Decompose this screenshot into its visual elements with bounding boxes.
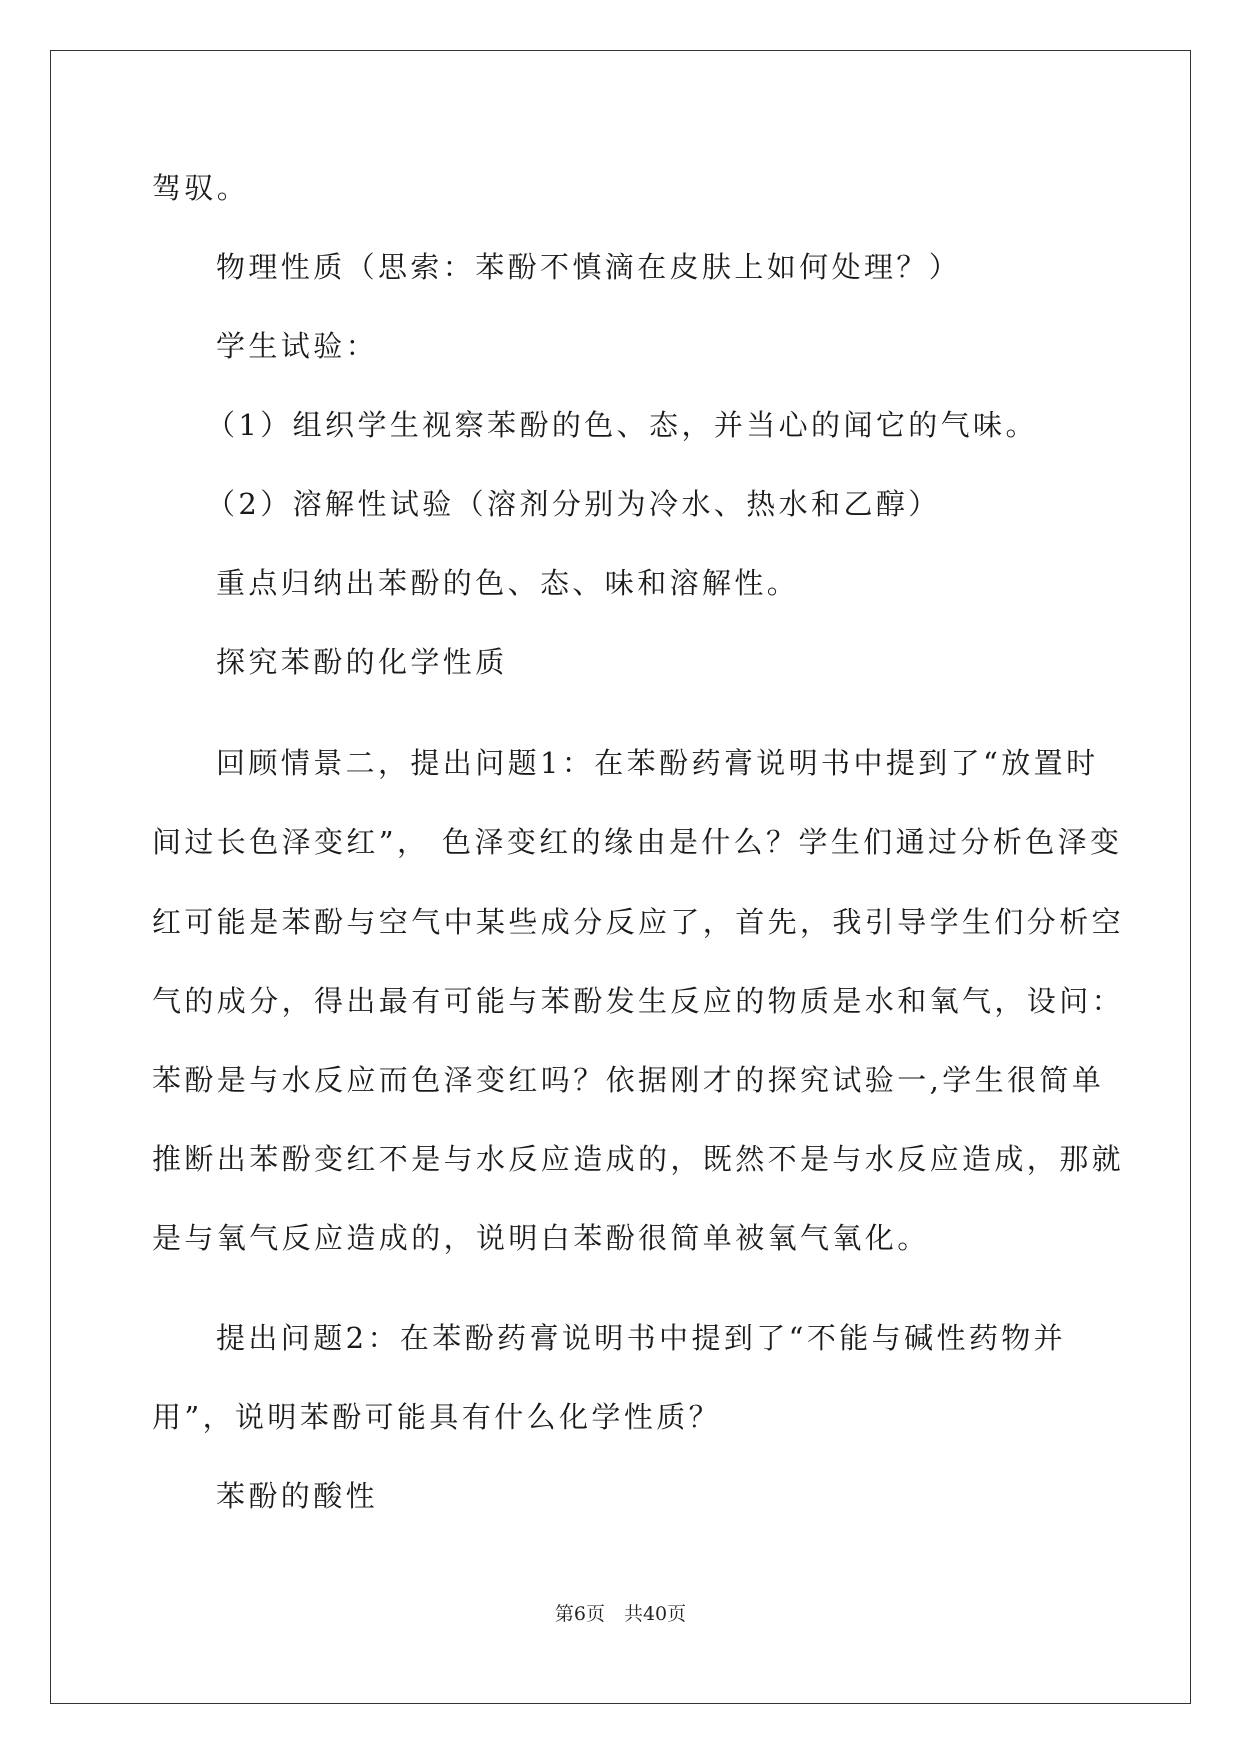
- section-heading-acidity: 苯酚的酸性: [216, 1479, 379, 1513]
- text-line-6: 重点归纳出苯酚的色、态、味和溶解性。: [216, 566, 800, 600]
- section-heading: 探究苯酚的化学性质: [216, 645, 508, 679]
- text-line-5: （2）溶解性试验（溶剂分别为冷水、热水和乙醇）: [206, 487, 941, 521]
- text-line-12: 苯酚是与水反应而色泽变红吗？依据刚才的探究试验一,学生很简单: [152, 1063, 1105, 1097]
- text-line-13: 推断出苯酚变红不是与水反应造成的，既然不是与水反应造成，那就: [152, 1142, 1125, 1176]
- text-line-2: 物理性质（思索：苯酚不慎滴在皮肤上如何处理？）: [216, 250, 962, 284]
- text-line-10: 红可能是苯酚与空气中某些成分反应了，首先，我引导学生们分析空: [152, 905, 1125, 939]
- text-line-9: 间过长色泽变红”， 色泽变红的缘由是什么？学生们通过分析色泽变: [152, 825, 1123, 859]
- text-line-8: 回顾情景二，提出问题1：在苯酚药膏说明书中提到了“放置时: [216, 746, 1099, 780]
- text-line-15: 提出问题2：在苯酚药膏说明书中提到了“不能与碱性药物并: [216, 1321, 1067, 1355]
- text-line-16: 用”，说明苯酚可能具有什么化学性质？: [152, 1400, 722, 1434]
- text-line-3: 学生试验：: [216, 329, 379, 363]
- page-border: [50, 50, 1191, 1704]
- text-line-14: 是与氧气反应造成的，说明白苯酚很简单被氧气氧化。: [152, 1221, 930, 1255]
- text-line-11: 气的成分，得出最有可能与苯酚发生反应的物质是水和氧气，设问：: [152, 984, 1125, 1018]
- page-number-footer: 第6页 共40页: [554, 1603, 687, 1625]
- text-line-1: 驾驭。: [152, 171, 250, 205]
- text-line-4: （1）组织学生视察苯酚的色、态，并当心的闻它的气味。: [206, 408, 1038, 442]
